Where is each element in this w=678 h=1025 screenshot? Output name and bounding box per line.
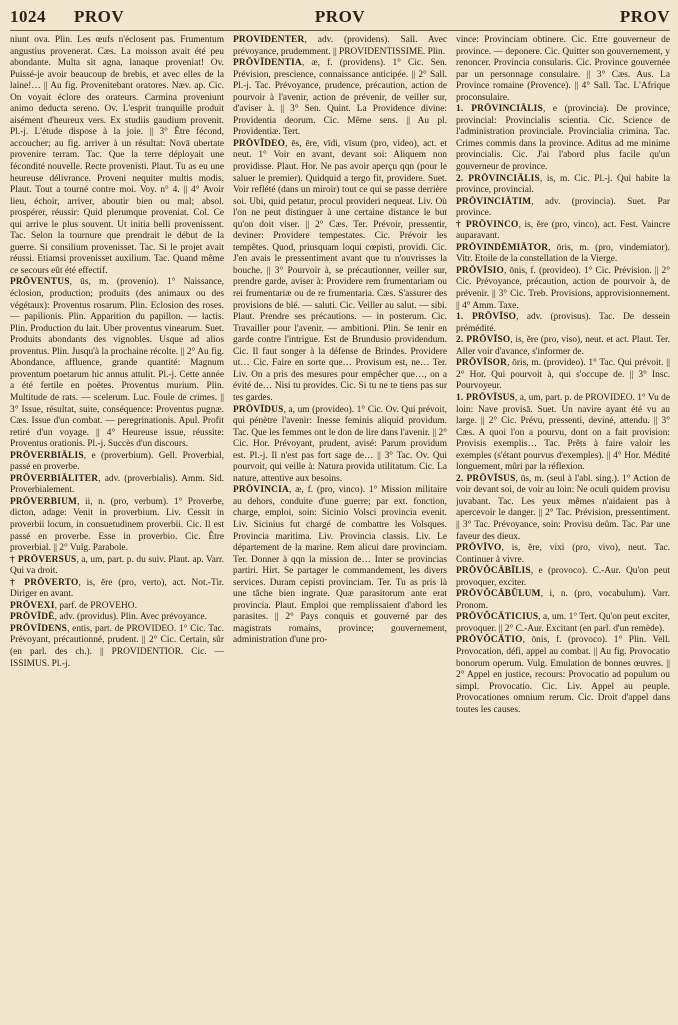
dictionary-entry: PRŌVINDĒMIĀTOR, ōris, m. (pro, vindemiator). Vitr. Etoile de la constellation de la Vierge.	[456, 242, 670, 265]
running-header	[10, 4, 670, 31]
header-center-word: PROV	[314, 7, 366, 26]
dictionary-entry: PRŌVERBIĀLITER, adv. (proverbialis). Amm. Sid. Proverbialement.	[10, 473, 224, 496]
dictionary-entry: PRŌVENTUS, ūs, m. (provenio). 1° Naissance, éclosion, production; produits (des animaux ou des végétaux): Proventus rosarum. Plin. Eclosion des roses. — papilionis. Plin. Apparition du papillon. — lactis. Plin. Production du lait. Uber proventus vinearum. Suet. Produits abondants des vignobles. Usque ad alios proventus. Plin. Jusqu'à la prochaine récolte. || 2° Au fig. Abondance, affluence, grande quantité: Magnum proventum poetarum hic annus attulit. Pl.-j. Cette année a été fertile en poëtes. Proventus murium. Plin. Multitude de rats. — scelerum. Luc. Foule de crimes. || 3° Issue, résultat, suite, conséquence: Proventus pugnæ. Cæs. Issue d'un combat. — peregrinationis. Apul. Profit retiré d'un voyage. || 4° Heureuse issue, réussite: Proventus orationis. Pl.-j. Succès d'un discours.	[10, 277, 224, 450]
dictionary-entry: PRŌVŎCĀTIO, ōnis, f. (provoco). 1° Plin. Vell. Provocation, défi, appel au combat. || Au fig. Provocatio bonorum operum. Vulg. Emulation de bonnes œuvres. || 2° Appel en justice, recours: Provocatio ad populum ou simpl. Provocatio. Cic. Liv. Appel au peuple. Provocationes omnium rerum. Cic. Droit d'appel dans toutes les causes.	[456, 635, 670, 715]
dictionary-entry: PRŌVĪDUS, a, um (provideo). 1° Cic. Ov. Qui prévoit, qui pénètre l'avenir: Inesse feminis aliquid providum. Tac. Que les femmes ont le don de lire dans l'avenir. || 2° Cic. Hor. Prévoyant, prudent, avisé: Parum providum est. Pl.-j. Il n'est pas fort sage de… || 3° Tac. Ov. Qui pourvoit, qui veille à: Natura provida utilitatum. Cic. La nature, attentive aux besoins.	[233, 404, 447, 484]
dictionary-entry: 1. PRŌVĪSO, adv. (provisus). Tac. De dessein prémédité.	[456, 312, 670, 334]
dictionary-entry: 2. PRŌVĪSO, is, ĕre (pro, viso), neut. et act. Plaut. Ter. Aller voir d'avance, s'informer de.	[456, 335, 670, 357]
dictionary-entry: PRŌVŎCĀTICIUS, a, um. 1° Tert. Qu'on peut exciter, provoquer. || 2° C.-Aur. Excitant (en parl. d'un remède).	[456, 612, 670, 634]
dictionary-entry: PRŌVĪDENS, entis, part. de PROVIDEO. 1° Cic. Tac. Prévoyant, précautionné, prudent. || 2° Cic. Certain, sûr (en parl. des ch.). || PROVIDENTIOR. Cic. — ISSIMUS. Pl.-j.	[10, 623, 224, 669]
dictionary-entry: PRŌVĪDENTER, adv. (providens). Sall. Avec prévoyance, prudemment. || PROVIDENTISSIME. Plin.	[233, 35, 447, 57]
dictionary-entry: PRŌVINCIĀTIM, adv. (provincia). Suet. Par province.	[456, 196, 670, 219]
dictionary-entry: 1. PRŌVĪSUS, a, um, part. p. de PROVIDEO. 1° Vu de loin: Nave provisā. Suet. Un navire ayant été vu au large. || 2° Cic. Prévu, pressenti, deviné, attendu. || 3° Cæs. A quoi l'on a pourvu, dont on a fait provision: Provisis exemplis… Tac. Prêts à faire valoir les exemples (s'étant pourvus d'exemples). || 4° Hor. Médité longuement, mûri par la réflexion.	[456, 392, 670, 473]
dictionary-entry: † PRŌVERSUS, a, um, part. p. du suiv. Plaut. ap. Varr. Qui va droit.	[10, 554, 224, 577]
page-number: 1024	[10, 7, 46, 26]
dictionary-entry: † PRŌVINCO, is, ĕre (pro, vinco), act. Fest. Vaincre auparavant.	[456, 219, 670, 242]
dictionary-entry: † PRŌVERTO, is, ĕre (pro, verto), act. Not.-Tir. Diriger en avant.	[10, 577, 224, 600]
header-right-word: PROV	[619, 7, 670, 26]
dictionary-entry: niunt ova. Plin. Les œufs n'éclosent pas. Frumentum angustius provenerat. Cæs. La moisson avait été peu abondante. Multa sit agna, lanaque proveniat! Ov. Puissé-je avoir beaucoup de brebis, et avec elles de la laine!… || Au fig. Provenitebant oratores. Næv. ap. Cic. On voyait éclore des orateurs. Carmina proveniunt animo deducta sereno. Ov. L'esprit tranquille produit aisément d'heureux vers. Ex studiis gaudium provenit. Pl.-j. L'étude dispose à la joie. || 3° Être fécond, accoucher; au fig. arriver à un résultat: Novā ubertate provenire terram. Tac. Que la terre déployait une fécondité nouvelle. Recte provenisti. Plaut. Tu as eu une heureuse délivrance. Proveni nequiter multis modis. Plaut. Tout a tourné contre moi. Voy. n° 4. || 4° Avoir lieu, échoir, arriver, aboutir bien ou mal; absol. prospérer, réussir: Quid plerumque proveniat. Col. Ce qui arrive le plus souvent. Ut initia belli provenissent. Tac. Selon la tournure que prendrait le début de la guerre. Si consilium provenisset. Tac. Si le projet avait réussi. Etiamsi provenisset auxilium. Tac. Quand même ce secours eût été effectif.	[10, 35, 224, 276]
header-left-word: PROV	[74, 7, 125, 26]
dictionary-entry: PRŌVĪDENTIA, æ, f. (providens). 1° Cic. Sen. Prévision, prescience, connaissance anticipée. || 2° Sall. Pl.-j. Tac. Prévoyance, prudence, précaution, action de pourvoir à l'avenir, action de prévenir, de veiller sur, d'aviser à. || 3° Sen. Quint. La Providence divine: Providentia deorum. Cic. Même sens. || Au pl. Providentiæ. Tert.	[233, 58, 447, 138]
dictionary-entry: 1. PRŌVINCIĀLIS, e (provincia). De province, provincial: Provincialis scientia. Cic. Science de l'administration provinciale. Provincialia crimina. Tac. Crimes commis dans la province. Aditus ad me minime provincialis. Cic. J'ai l'abord plus facile qu'un gouverneur de province.	[456, 104, 670, 173]
text-columns	[10, 35, 670, 1021]
dictionary-entry: PRŌVĪDĒ, adv. (providus). Plin. Avec prévoyance.	[10, 612, 207, 623]
dictionary-entry: PRŌVERBIĀLIS, e (proverbium). Gell. Proverbial, passé en proverbe.	[10, 450, 224, 473]
dictionary-entry: PRŌVĪSIO, ōnis, f. (provideo). 1° Cic. Prévision. || 2° Cic. Prévoyance, précaution, action de pourvoir à, de prévenir. || 3° Cic. Treb. Provisions, approvisionnement. || 4° Amm. Taxe.	[456, 265, 670, 311]
dictionary-entry: PRŌVŎCĀBĬLIS, e (provoco). C.-Aur. Qu'on peut provoquer, exciter.	[456, 566, 670, 588]
dictionary-entry: 2. PRŌVINCIĀLIS, is, m. Cic. Pl.-j. Qui habite la province, provincial.	[456, 173, 670, 196]
dictionary-entry: 2. PRŌVĪSUS, ūs, m. (seul à l'abl. sing.). 1° Action de voir devant soi, de voir au loin: Ne oculi quidem provisu juvabant. Tac. Les yeux mêmes n'aidaient pas à apercevoir le danger. || 2° Tac. Prévision, pressentiment. || 3° Tac. Prévoyance, soin: Provisu deûm. Tac. Par une faveur des dieux.	[456, 473, 670, 542]
column-right	[456, 35, 670, 1021]
dictionary-entry: PRŌVĪSOR, ōris, m. (provideo). 1° Tac. Qui prévoit. || 2° Hor. Qui pourvoit à, qui s'occupe de. || 3° Insc. Pourvoyeur.	[456, 358, 670, 392]
dictionary-entry: PRŌVINCIA, æ, f. (pro, vinco). 1° Mission militaire au dehors, conduite d'une guerre; par ext. fonction, charge, emploi, soin: Sicinio Volsci provincia evenit. Liv. Sicinius fut chargé de combattre les Volsques. Provincia maritima. Liv. Provincia classis. Liv. Le département de la marine. Rem alicui dare provinciam. Ter. Donner à qqn la mission de… Inter se provincias partiri. Hirt. Se partager le commandement, les divers services. Duram cepisti provinciam. Ter. Tu as pris là une tâche bien ingrate. Quæ parasitorum ante erat provincia. Plaut. Emploi que remplissaient d'abord les parasites. || 2° Pays conquis et gouverné par des magistrats romains, province; gouvernement, administration d'une pro-	[233, 485, 447, 646]
dictionary-entry: PRŌVERBIUM, ii, n. (pro, verbum). 1° Proverbe, dicton, adage: Venit in proverbium. Liv. Cessit in proverbii locum, in consuetudinem proverbii. Cic. Il est passé en proverbe. Esse in proverbio. Cic. Être proverbial. || 2° Vulg. Parabole.	[10, 496, 224, 554]
dictionary-entry: PRŌVĬDEO, ēs, ēre, vīdi, vīsum (pro, video), act. et neut. 1° Voir en avant, devant soi: Aliquem non providisse. Plaut. Hor. Ne pas avoir aperçu qqn (pour le saluer le premier). Quidquid a tergo fit, providere. Suet. Voir reflété (dans un miroir) tout ce qui se passe derrière soi. Ubi, quid petatur, procul provideri nequeat. Liv. Où l'on ne peut distinguer à une certaine distance le but qu'on doit viser. || 2° Cæs. Ter. Prévoir, pressentir, deviner: Providere tempestates. Cic. Prévoir les tempêtes. Quod, priusquam loqui cœpisti, providi. Cic. J'en avais le pressentiment avant que tu n'ouvrisses la bouche. || 3° Pourvoir à, se précautionner, veiller sur, prendre garde, aviser à: Providere rem frumentariam ou rei frumentariæ ou de re frumentaria. Cæs. S'assurer des provisions de blé. — saluti. Cic. Veiller au salut. — sibi. Plaut. Prendre ses précautions. — in posterum. Cic. Travailler pour l'avenir. — ambitioni. Plin. Se tenir en garde contre l'intrigue. Est de Brundusio providendum. Cic. Il faut songer à la défense de Brindes. Providere ut… Cic. Faire en sorte que… Provisum est, ne… Ter. Liv. On a pris des mesures pour empêcher que…, on a évité de… Nisi tu provides. Cic. Si tu ne te tiens pas sur tes gardes.	[233, 138, 447, 403]
dictionary-entry: PRŌVĪVO, is, ĕre, vixi (pro, vivo), neut. Tac. Continuer à vivre.	[456, 543, 670, 565]
dictionary-entry: PRŌVŎCĀBŬLUM, i, n. (pro, vocabulum). Varr. Pronom.	[456, 589, 670, 611]
dictionary-entry: vince: Provinciam obtinere. Cic. Etre gouverneur de province. — deponere. Cic. Quitter son gouvernement, y renoncer. Provincia consularis. Cic. Province gouvernée par un personnage consulaire. || 3° Cæs. Aus. La Province romaine (Provence). || 4° Sall. Tac. L'Afrique proconsulaire.	[456, 35, 670, 103]
column-left	[10, 35, 224, 1021]
dictionary-entry: PRŌVEXI, parf. de PROVEHO.	[10, 600, 137, 611]
column-middle	[233, 35, 447, 1021]
